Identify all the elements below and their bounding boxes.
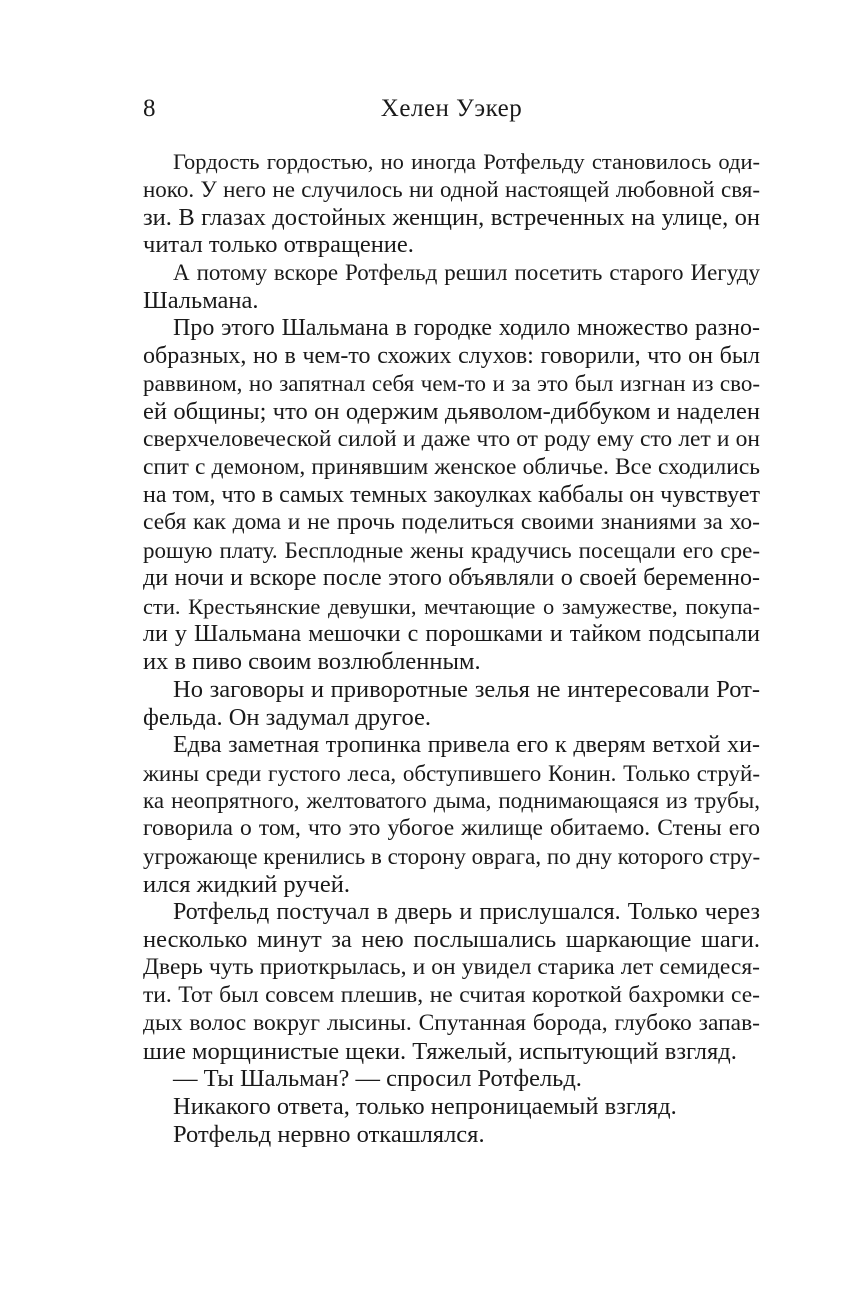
text-line: шие морщинистые щеки. Тяжелый, испытующий взгляд.	[143, 1037, 737, 1065]
page-number: 8	[143, 95, 156, 122]
text-line: раввином, но запятнал себя чем-то и за это был изгнан из сво-	[143, 371, 760, 397]
text-line: ка неопрятного, желтоватого дыма, поднимающаяся из трубы,	[143, 788, 760, 814]
text-line: говорила о том, что это убогое жилище обитаемо. Стены его	[143, 815, 760, 842]
text-line: жины среди густого леса, обступившего Конин. Только струй-	[143, 760, 760, 786]
text-line: Гордость гордостью, но иногда Ротфельду становилось оди-	[173, 149, 760, 174]
text-line: спит с демоном, принявшим женское обличье. Все сходились	[143, 453, 760, 480]
text-line: себя как дома и не прочь поделиться своими знаниями за хо-	[143, 509, 760, 536]
text-line: Ротфельд нервно откашлялся.	[173, 1120, 485, 1148]
text-line: — Ты Шальман? — спросил Ротфельд.	[173, 1065, 582, 1093]
text-line: зи. В глазах достойных женщин, встреченных на улице, он	[143, 203, 760, 231]
text-line: Едва заметная тропинка привела его к дверям ветхой хи-	[173, 731, 760, 758]
text-line: фельда. Он задумал другое.	[143, 703, 432, 731]
text-line: ился жидкий ручей.	[143, 870, 350, 898]
text-line: угрожающе кренились в сторону оврага, по дну которого стру-	[143, 843, 760, 869]
text-line: ноко. У него не случилось ни одной настоящей любовной свя-	[143, 176, 760, 202]
text-line: дых волос вокруг лысины. Спутанная борода, глубоко запав-	[143, 1009, 760, 1036]
text-line: их в пиво своим возлюбленным.	[143, 648, 481, 676]
text-line: образных, но в чем-то схожих слухов: говорили, что он был	[143, 342, 760, 369]
text-line: на том, что в самых темных закоулках каббалы он чувствует	[143, 481, 760, 508]
text-line: сти. Крестьянские девушки, мечтающие о замужестве, покупа-	[143, 593, 760, 619]
text-line: ди ночи и вскоре после этого объявляли о своей беременно-	[143, 564, 760, 591]
running-head	[143, 94, 760, 124]
text-line: А потому вскоре Ротфельд решил посетить старого Иегуду	[173, 260, 760, 286]
text-line: читал только отвращение.	[143, 231, 414, 259]
text-line: рошую плату. Бесплодные жены крадучись посещали его сре-	[143, 538, 760, 564]
body-text	[143, 148, 760, 1149]
text-line: Ротфельд постучал в дверь и прислушался. Только через	[173, 898, 760, 925]
text-line: сверхчеловеческой силой и даже что от роду ему сто лет и он	[143, 425, 760, 452]
text-line: Но заговоры и приворотные зелья не интересовали Рот-	[173, 676, 760, 704]
text-line: Шальмана.	[143, 286, 259, 314]
text-line: ли у Шальмана мешочки с порошками и тайком подсыпали	[143, 620, 760, 647]
text-line: Про этого Шальмана в городке ходило множество разно-	[173, 314, 760, 341]
text-line: ей общины; что он одержим дьяволом-диббуком и наделен	[143, 398, 760, 426]
text-line: Дверь чуть приоткрылась, и он увидел старика лет семидеся-	[143, 954, 760, 981]
header-author: Хелен Уэкер	[380, 95, 523, 122]
text-line: несколько минут за нею послышались шаркающие шаги.	[143, 926, 760, 954]
text-line: Никакого ответа, только непроницаемый взгляд.	[173, 1093, 677, 1121]
text-line: ти. Тот был совсем плешив, не считая короткой бахромки се-	[143, 981, 760, 1008]
